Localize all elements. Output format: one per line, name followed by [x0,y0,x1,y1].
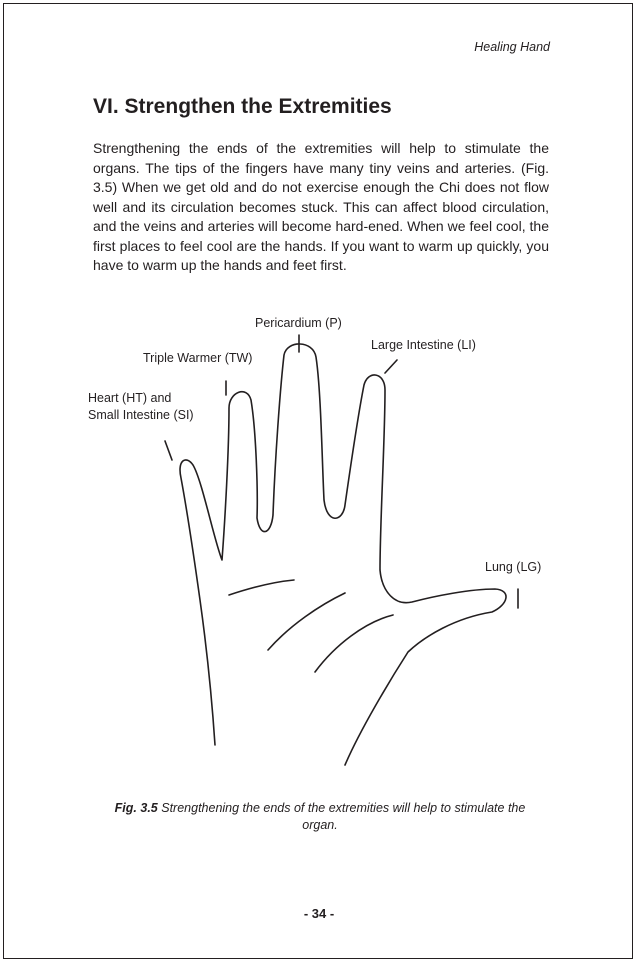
running-head: Healing Hand [474,40,550,54]
label-triple-warmer: Triple Warmer (TW) [143,351,253,365]
body-paragraph: Strengthening the ends of the extremities will help to stimulate the organs. The tips of the fingers have many tiny veins and arteries. (Fig. 3.5) When we get old and do not exercise enough the Chi does not flow well and its circulation becomes stuck. This can affect blood circulation, and the veins and arteries will become hard-ened. When we feel cool, the first places to feel cool are the hands. If you want to warm up quickly, you have to warm up the hands and feet first. [93,140,549,273]
caption-number: Fig. 3.5 [114,801,158,815]
label-large-intestine: Large Intestine (LI) [371,338,476,352]
palm-crease-heart [229,580,294,595]
section-title: VI. Strengthen the Extremities [93,95,392,118]
label-pericardium: Pericardium (P) [255,316,342,330]
caption-text: Strengthening the ends of the extremities will help to stimulate the organ. [161,801,526,832]
palm-crease-life [315,615,393,672]
label-heart-line1: Heart (HT) and [88,391,172,405]
label-heart-line2: Small Intestine (SI) [88,408,194,422]
label-lung: Lung (LG) [485,560,542,574]
leader-large-intestine [385,360,397,373]
hand-outline [180,344,506,765]
figure-caption [100,800,540,834]
page-number: - 34 - [303,906,335,921]
palm-crease-head [268,593,345,650]
leader-heart [165,441,172,460]
label-heart-small-intestine [88,390,218,424]
